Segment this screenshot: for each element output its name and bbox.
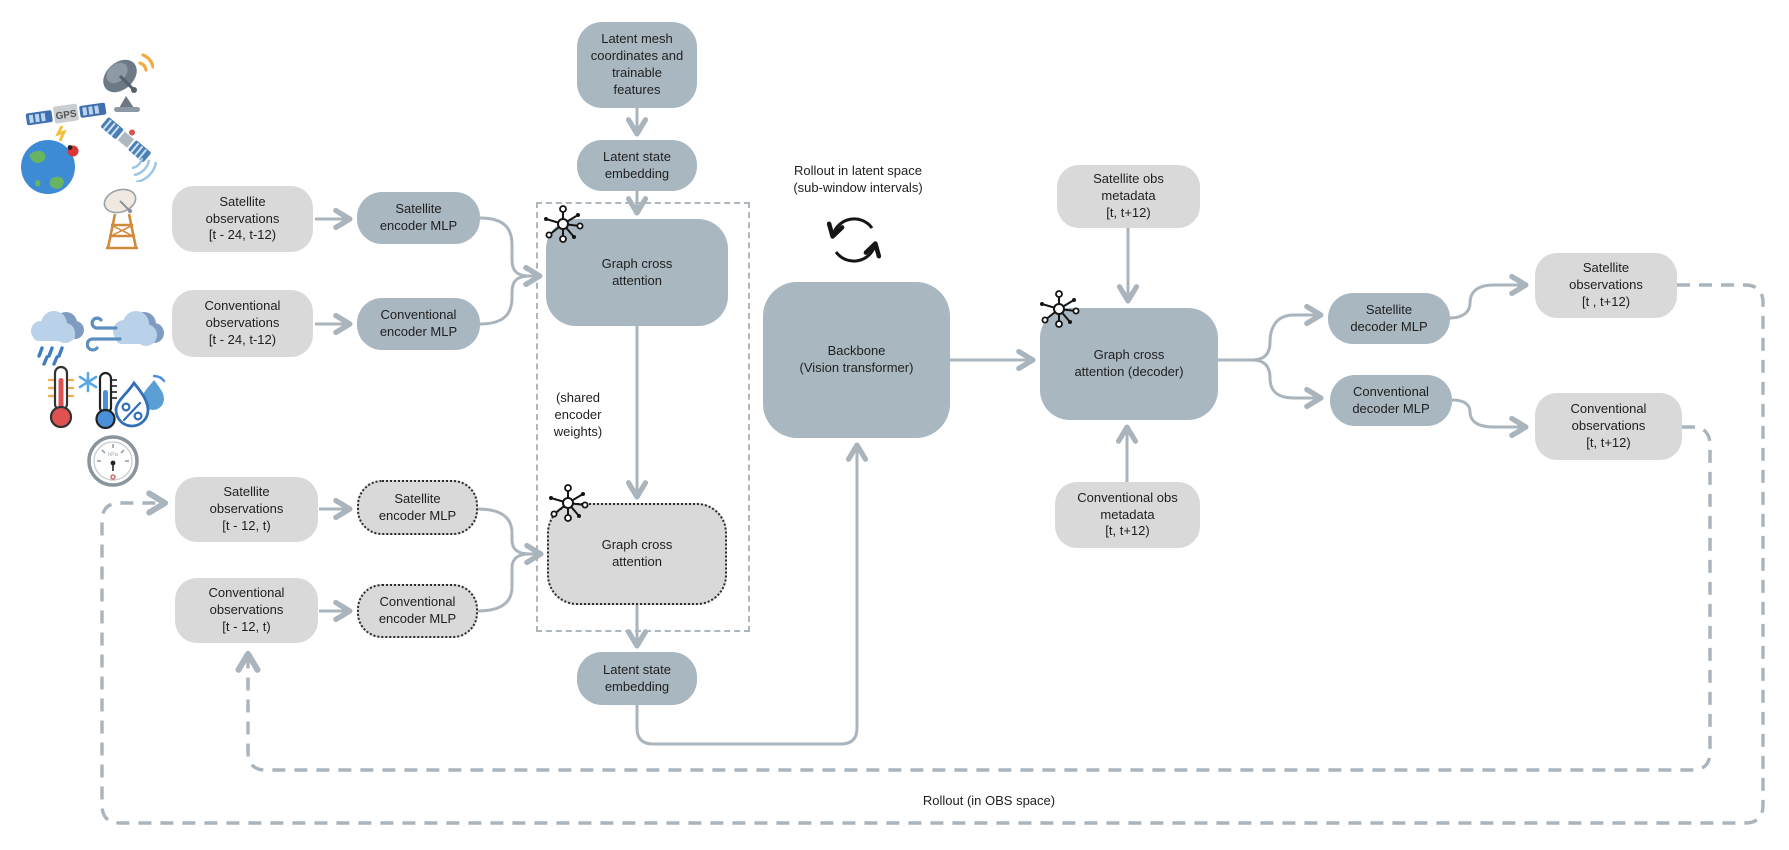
note-line: Rollout in latent space [794, 163, 922, 178]
ground-station-icon [100, 182, 144, 252]
node-sat-obs-past [172, 186, 313, 252]
node-conv-decoder-mlp [1330, 375, 1452, 426]
node-label: [t, t+12) [1586, 434, 1631, 450]
node-label: observations [1571, 418, 1646, 434]
node-label: Backbone [827, 343, 886, 359]
node-label: [t, t+12) [1106, 204, 1151, 220]
graph-network-icon [1036, 288, 1082, 334]
node-label: Graph cross [1093, 347, 1165, 363]
node-label: Satellite [395, 201, 442, 217]
note-line: weights) [553, 424, 603, 440]
node-label: observations [1569, 277, 1643, 293]
node-label: observations [205, 210, 280, 226]
curve-sat-encoder-shared-merge [478, 509, 530, 554]
node-conv-obs-past [172, 290, 313, 357]
node-label: embedding [604, 678, 670, 694]
node-label: Conventional [380, 307, 457, 323]
node-label: Conventional [1570, 401, 1647, 417]
node-label: features [613, 81, 661, 97]
arrow-decoder-to-sat-mlp [1252, 315, 1319, 360]
node-label: Satellite [219, 193, 266, 209]
node-label: Satellite [223, 484, 270, 500]
node-label: Latent state [603, 148, 671, 164]
node-sat-obs-metadata [1057, 165, 1200, 228]
wind-cloud-icon [86, 306, 166, 366]
node-label: (Vision transformer) [799, 360, 914, 375]
node-label: [t - 12, t) [222, 618, 271, 634]
note-line: encoder [554, 407, 602, 423]
node-label: Conventional [379, 594, 456, 610]
node-label: Satellite [394, 490, 441, 506]
node-label: observations [205, 315, 280, 331]
curve-conv-encoder-shared-merge [478, 554, 530, 611]
curve-conv-encoder-merge [480, 276, 530, 324]
curve-sat-encoder-merge [480, 218, 530, 276]
graph-network-icon [540, 203, 586, 249]
node-label: observations [209, 501, 284, 517]
arrow-sat-mlp-to-obs-future [1450, 285, 1524, 318]
node-label: Latent mesh [601, 31, 673, 47]
humidity-icon [114, 370, 168, 430]
node-label: metadata [1100, 506, 1155, 522]
node-label: [t - 12, t) [222, 517, 271, 533]
node-label: Conventional [1353, 383, 1429, 399]
node-label: Graph cross [601, 255, 673, 271]
node-label: decoder MLP [1352, 400, 1430, 416]
gps-label: GPS [54, 108, 78, 123]
arrow-decoder-to-conv-mlp [1252, 360, 1319, 398]
node-label: decoder MLP [1350, 318, 1428, 334]
pressure-gauge-icon [85, 433, 141, 489]
note-line: Rollout (in OBS space) [922, 793, 1056, 808]
node-sat-encoder-mlp [357, 192, 480, 244]
node-label: [t - 24, t-12) [208, 331, 277, 347]
node-label: Satellite [1582, 260, 1630, 276]
node-sat-encoder-mlp-shared [357, 480, 478, 535]
node-conv-obs-metadata [1055, 482, 1200, 548]
arrow-conv-mlp-to-obs-future [1452, 400, 1524, 427]
comm-satellite-icon [92, 108, 164, 182]
node-label: encoder MLP [378, 611, 457, 626]
node-label: [t - 24, t-12) [208, 227, 277, 243]
rollout-obs-space-note [869, 792, 1109, 809]
node-label: Conventional [204, 298, 281, 314]
node-conv-obs-recent [175, 578, 318, 643]
node-label: encoder MLP [378, 507, 457, 523]
node-label: Satellite obs [1093, 171, 1164, 187]
gauge-label: hPa [108, 452, 118, 458]
node-label: trainable [612, 65, 662, 80]
shared-encoder-weights-note [528, 389, 628, 440]
node-backbone [763, 282, 950, 438]
node-sat-obs-future [1535, 253, 1677, 318]
node-label: Conventional obs [1077, 489, 1178, 505]
node-label: [t, t+12) [1105, 523, 1150, 539]
node-sat-decoder-mlp [1328, 293, 1450, 344]
node-conv-encoder-mlp [357, 298, 480, 350]
node-label: Graph cross [601, 537, 673, 553]
node-label: coordinates and [590, 48, 684, 64]
graph-network-icon [545, 482, 591, 528]
node-conv-encoder-mlp-shared [357, 584, 478, 638]
node-label: Conventional [208, 585, 285, 601]
node-label: encoder MLP [379, 218, 458, 233]
rollout-latent-space-note [748, 162, 968, 196]
node-label: attention [612, 554, 662, 569]
node-label: encoder MLP [379, 324, 458, 339]
note-line: (sub-window intervals) [793, 180, 923, 196]
cycle-icon [820, 206, 888, 274]
node-label: observations [209, 602, 284, 618]
note-line: (shared [555, 390, 601, 405]
node-latent-mesh [577, 22, 697, 108]
thermometer-hot-icon [46, 364, 76, 430]
node-latent-state-bottom [577, 652, 697, 705]
node-label: [t , t+12) [1581, 293, 1631, 309]
node-label: Satellite [1365, 301, 1413, 317]
node-label: embedding [604, 165, 670, 181]
node-label: attention [612, 272, 662, 288]
node-conv-obs-future [1535, 393, 1682, 460]
rain-cloud-icon [24, 308, 86, 366]
node-label: metadata [1101, 188, 1156, 204]
node-latent-state-top [577, 140, 697, 191]
node-label: attention (decoder) [1074, 364, 1184, 379]
node-sat-obs-recent [175, 477, 318, 542]
node-label: Latent state [603, 661, 671, 677]
